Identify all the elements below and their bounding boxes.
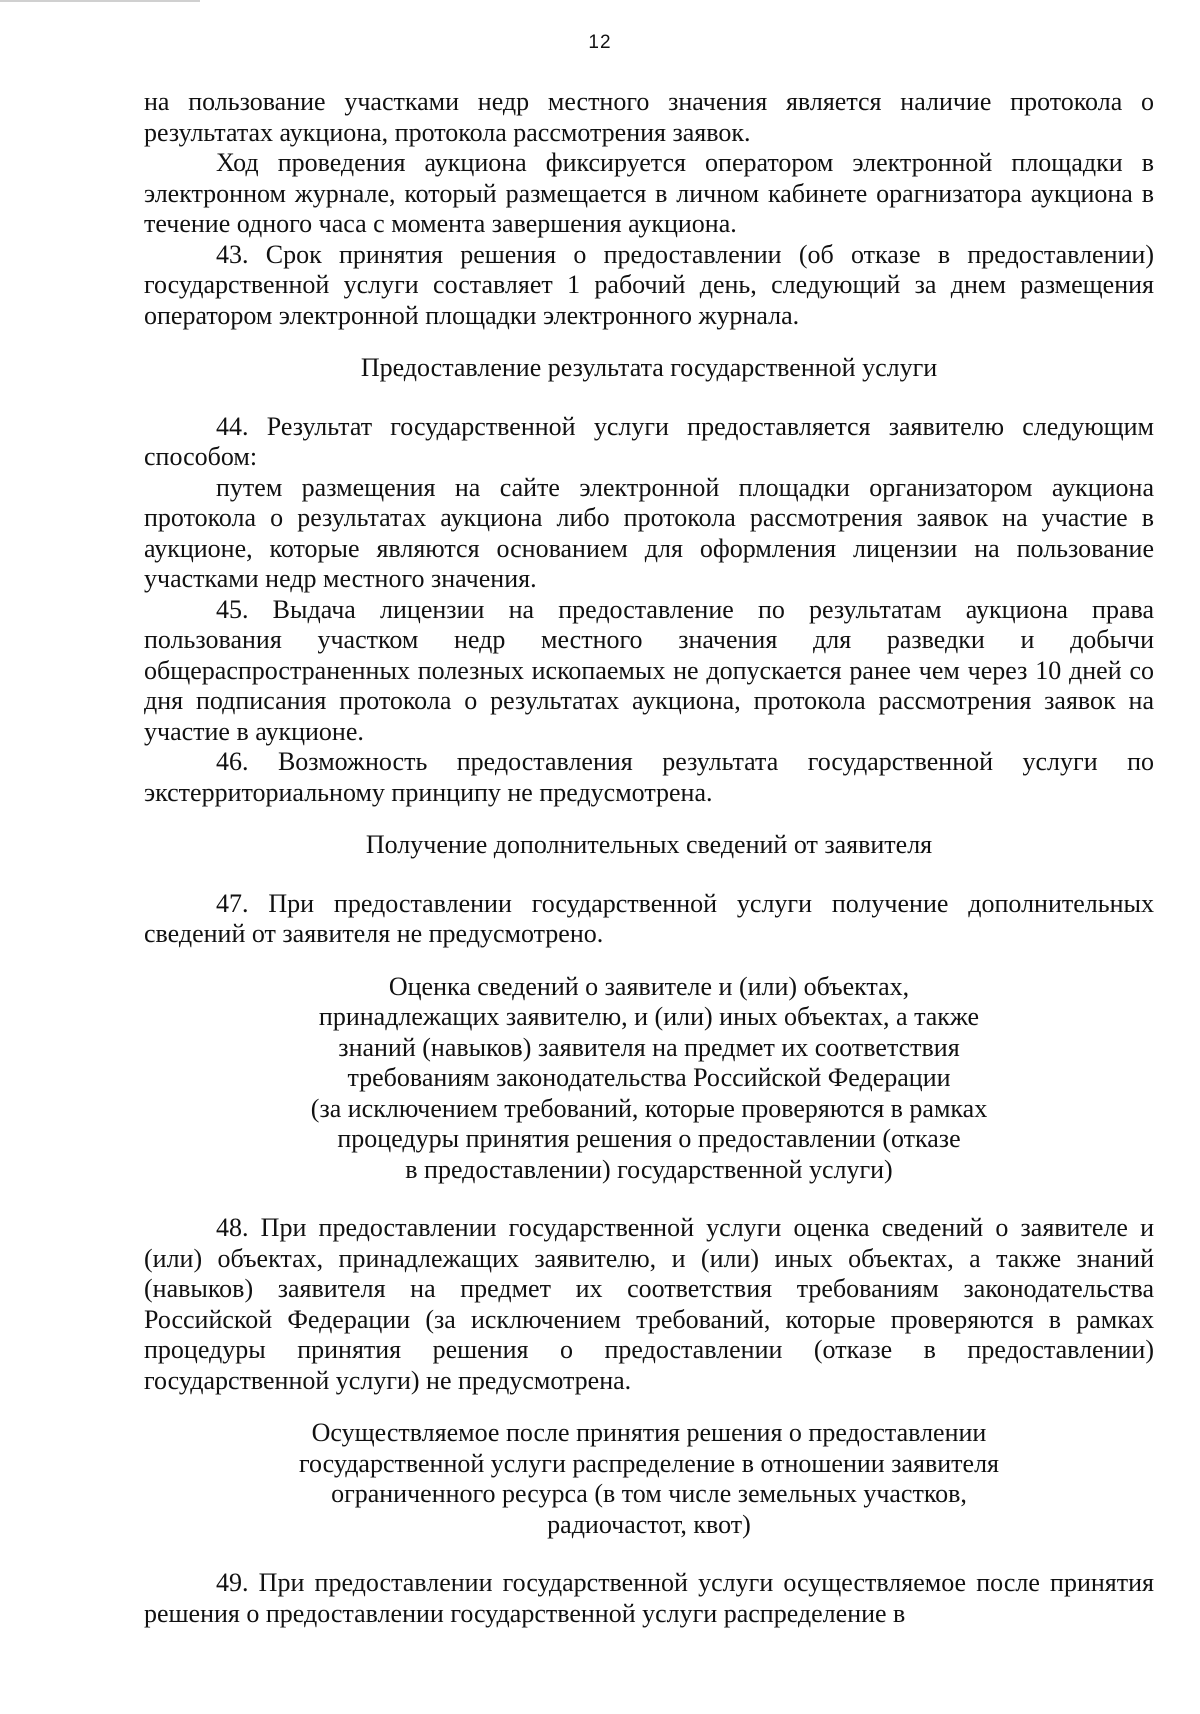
section-heading-result: Предоставление результата государственной услуги — [360, 353, 938, 382]
heading-line: ограниченного ресурса (в том числе земельных участков, — [331, 1479, 967, 1508]
heading-line: Оценка сведений о заявителе и (или) объектах, — [388, 971, 910, 1001]
heading-line: процедуры принятия решения о предоставлении (отказе — [337, 1124, 961, 1153]
heading-line: требованиям законодательства Российской Федерации — [347, 1063, 951, 1092]
paragraph-continuation: на пользование участками недр местного значения является наличие протокола о результатах аукциона, протокола рассмотрения заявок. — [144, 87, 1154, 147]
paragraph-45: 45. Выдача лицензии на предоставление по результатам аукциона права пользования участком недр местного значения для разведки и добычи общераспространенных полезных ископаемых не допускается ранее чем через 10 дней со дня подписания протокола о результатах аукциона, протокола рассмотрения заявок на участие в аукционе. — [144, 594, 1154, 746]
scan-edge — [0, 0, 200, 2]
heading-line: принадлежащих заявителю, и (или) иных объектах, а также — [318, 1002, 980, 1031]
paragraph-46: 46. Возможность предоставления результата государственной услуги по экстерриториальному принципу не предусмотрена. — [144, 747, 1154, 807]
heading-line: государственной услуги распределение в отношении заявителя — [298, 1448, 1000, 1478]
heading-line: радиочастот, квот) — [547, 1509, 751, 1539]
paragraph-49: 49. При предоставлении государственной услуги осуществляемое после принятия решения о предоставлении государственной услуги распределение в — [144, 1568, 1154, 1628]
paragraph-auction-log: Ход проведения аукциона фиксируется оператором электронной площадки в электронном журнале, который размещается в личном кабинете орагнизатора аукциона в течение одного часа с момента завершения аукциона. — [144, 148, 1154, 238]
paragraph-44-method: путем размещения на сайте электронной площадки организатором аукциона протокола о результатах аукциона либо протокола рассмотрения заявок на участие в аукционе, которые являются основанием для оформления лицензии на пользование участками недр местного значения. — [144, 472, 1154, 593]
section-heading-assessment — [144, 972, 1154, 1186]
heading-line: знаний (навыков) заявителя на предмет их соответствия — [338, 1032, 960, 1062]
document-body — [144, 87, 1154, 1629]
heading-line: (за исключением требований, которые проверяются в рамках — [310, 1093, 988, 1123]
heading-line: Осуществляемое после принятия решения о предоставлении — [311, 1418, 987, 1447]
paragraph-44: 44. Результат государственной услуги предоставляется заявителю следующим способом: — [144, 411, 1154, 471]
section-heading-additional-info: Получение дополнительных сведений от заявителя — [365, 830, 933, 859]
paragraph-43: 43. Срок принятия решения о предоставлении (об отказе в предоставлении) государственной услуги составляет 1 рабочий день, следующий за днем размещения оператором электронной площадки электронного журнала. — [144, 239, 1154, 330]
paragraph-47: 47. При предоставлении государственной услуги получение дополнительных сведений от заявителя не предусмотрено. — [144, 888, 1154, 948]
heading-line: в предоставлении) государственной услуги) — [405, 1154, 893, 1184]
section-heading-resource-distribution — [144, 1418, 1154, 1540]
paragraph-48: 48. При предоставлении государственной услуги оценка сведений о заявителе и (или) объектах, принадлежащих заявителю, и (или) иных объектах, а также знаний (навыков) заявителя на предмет их соответствия требованиям законодательства Российской Федерации (за исключением требований, которые проверяются в рамках процедуры принятия решения о предоставлении (отказе в предоставлении) государственной услуги) не предусмотрена. — [144, 1213, 1154, 1395]
page-number: 12 — [588, 32, 612, 53]
